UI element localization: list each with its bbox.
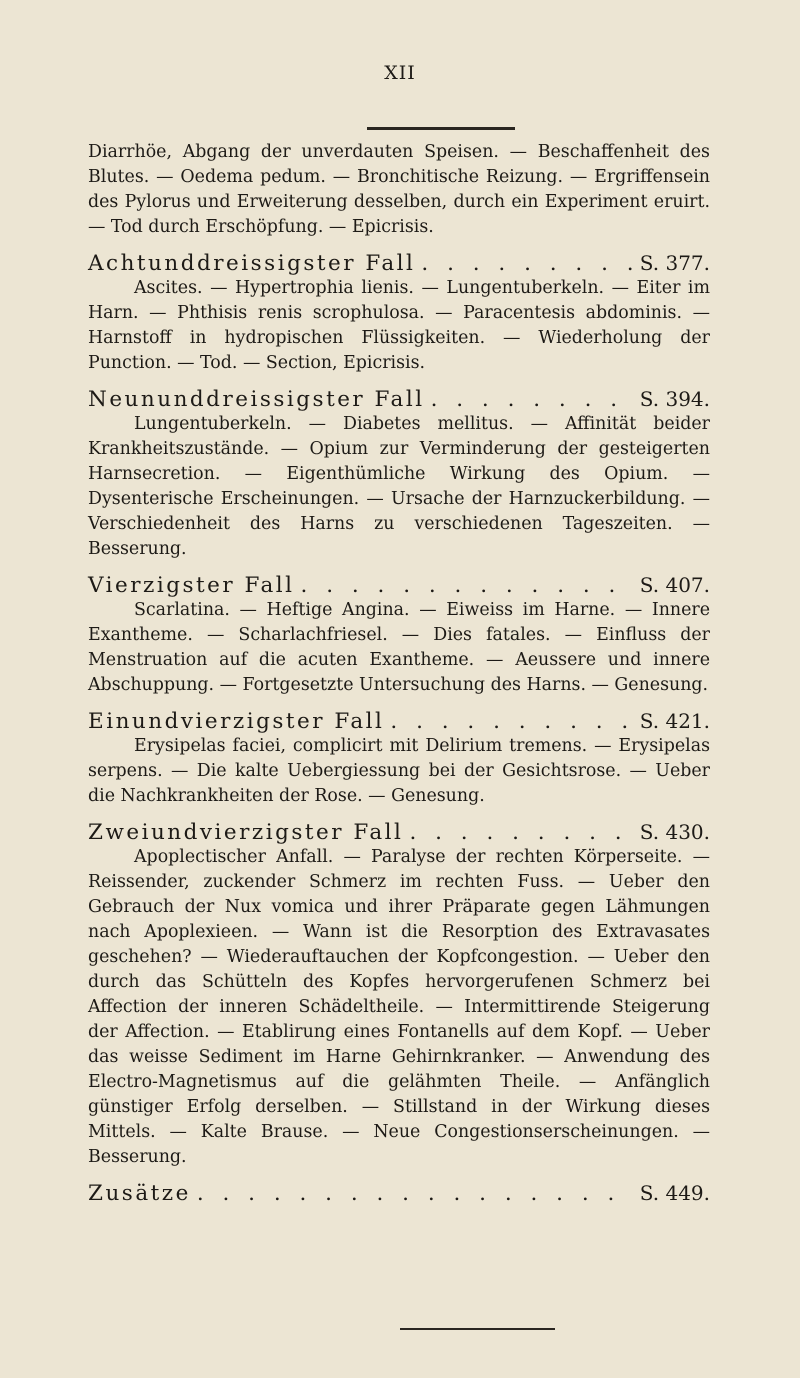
table-of-contents xyxy=(88,140,710,1206)
case-heading xyxy=(88,573,710,598)
case-page-ref: S. 394. xyxy=(639,387,710,411)
appendix-heading xyxy=(88,1181,710,1206)
dot-leader xyxy=(390,709,633,734)
appendix-title: Zusätze xyxy=(88,1181,191,1206)
case-title: Einundvierzigster Fall xyxy=(88,709,385,734)
case-description: Erysipelas faciei, complicirt mit Delirium tremens. — Erysipelas serpens. — Die kalte Uebergiessung bei der Gesichtsrose. — Ueber die Nachkrankheiten der Rose. — Genesung. xyxy=(88,736,710,806)
case-title: Achtunddreissigster Fall xyxy=(88,251,416,276)
case-page-ref: S. 421. xyxy=(639,709,710,733)
bottom-rule xyxy=(400,1328,555,1330)
case-title: Neununddreissigster Fall xyxy=(88,387,425,412)
dot-leader xyxy=(197,1181,634,1206)
case-description: Scarlatina. — Heftige Angina. — Eiweiss im Harne. — Innere Exantheme. — Scharlachfriesel. — Dies fatales. — Einfluss der Menstruation auf die acuten Exantheme. — Aeussere und innere Abschuppung. — Fortgesetzte Untersuchung des Harns. — Genesung. xyxy=(88,600,710,695)
dot-leader xyxy=(431,387,634,412)
case-page-ref: S. 430. xyxy=(639,820,710,844)
intro-paragraph: Diarrhöe, Abgang der unverdauten Speisen. — Beschaffenheit des Blutes. — Oedema pedum. — Bronchitische Reizung. — Ergriffensein des Pylorus und Erweiterung desselben, durch ein Experiment eruirt. — Tod durch Erschöpfung. — Epicrisis. xyxy=(88,142,710,237)
case-page-ref: S. 407. xyxy=(639,573,710,597)
case-description: Apoplectischer Anfall. — Paralyse der rechten Körperseite. — Reissender, zuckender Schmerz im rechten Fuss. — Ueber den Gebrauch der Nux vomica und ihrer Präparate gegen Lähmungen nach Apoplexieen. — Wann ist die Resorption des Extravasates geschehen? — Wiederauftauchen der Kopfcongestion. — Ueber den durch das Schütteln des Kopfes hervorgerufenen Schmerz bei Affection der inneren Schädeltheile. — Intermittirende Steigerung der Affection. — Etablirung eines Fontanells auf dem Kopf. — Ueber das weisse Sediment im Harne Gehirnkranker. — Anwendung des Electro-Magnetismus auf die gelähmten Theile. — Anfänglich günstiger Erfolg derselben. — Stillstand in der Wirkung dieses Mittels. — Kalte Brause. — Neue Congestionserscheinungen. — Besserung. xyxy=(88,847,710,1167)
case-heading xyxy=(88,387,710,412)
case-description: Lungentuberkeln. — Diabetes mellitus. — Affinität beider Krankheitszustände. — Opium zur Verminderung der gesteigerten Harnsecretion. — Eigenthümliche Wirkung des Opium. — Dysenterische Erscheinungen. — Ursache der Harnzuckerbildung. — Verschiedenheit des Harns zu verschiedenen Tageszeiten. — Besserung. xyxy=(88,414,710,559)
page-number: XII xyxy=(384,62,416,84)
case-description: Ascites. — Hypertrophia lienis. — Lungentuberkeln. — Eiter im Harn. — Phthisis renis scrophulosa. — Paracentesis abdominis. — Harnstoff in hydropischen Flüssigkeiten. — Wiederholung der Punction. — Tod. — Section, Epicrisis. xyxy=(88,278,710,373)
case-title: Zweiundvierzigster Fall xyxy=(88,820,404,845)
dot-leader xyxy=(409,820,633,845)
top-rule xyxy=(367,127,515,130)
case-heading xyxy=(88,820,710,845)
case-title: Vierzigster Fall xyxy=(88,573,295,598)
case-heading xyxy=(88,251,710,276)
case-page-ref: S. 377. xyxy=(639,251,710,275)
dot-leader xyxy=(301,573,634,598)
case-heading xyxy=(88,709,710,734)
dot-leader xyxy=(421,251,633,276)
appendix-page-ref: S. 449. xyxy=(639,1181,710,1205)
